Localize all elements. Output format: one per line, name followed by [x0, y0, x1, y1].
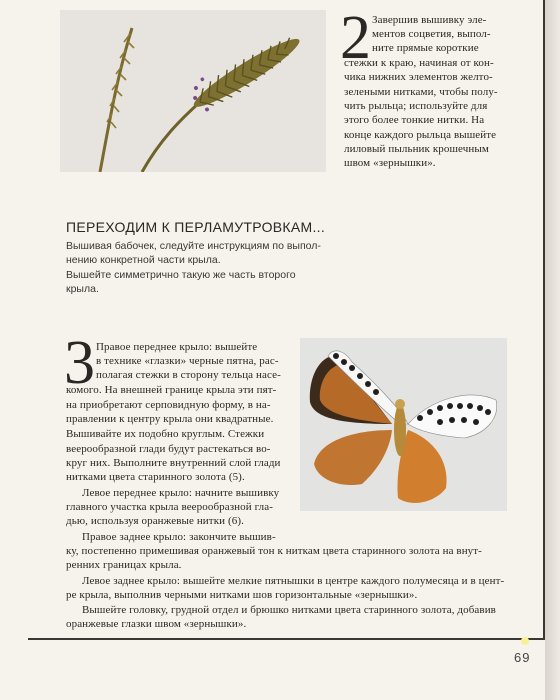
text-line: нитками цвета старинного золота (5).	[66, 471, 245, 483]
text-line: ните прямые короткие	[372, 42, 479, 54]
text-line: в технике «глазки» черные пятна, рас-	[96, 355, 279, 367]
text-line: Вышивайте их подобно круглым. Стежки	[66, 428, 265, 440]
intro-line: крыла.	[66, 283, 99, 295]
text-line: дью, используя оранжевые нитки (6).	[66, 515, 244, 527]
text-line: Левое заднее крыло: вышейте мелкие пятнышки в центре каждого полумесяца и в цент-	[82, 575, 505, 587]
section-heading: ПЕРЕХОДИМ К ПЕРЛАМУТРОВКАМ...	[66, 219, 326, 235]
text-line: круг них. Выполните внутренний слой глади	[66, 457, 281, 469]
intro-line: нению конкретной части крыла.	[66, 254, 221, 266]
grass-embroidery-photo	[60, 10, 326, 172]
text-line: чика нижних элементов желто-	[344, 71, 493, 83]
page-gutter-shadow	[545, 0, 560, 700]
text-line: Левое переднее крыло: начните вышивку	[82, 487, 280, 499]
text-line: ренних границах крыла.	[66, 559, 182, 571]
text-line: ментов соцветия, выпол-	[372, 28, 491, 40]
text-line: на приобретают серповидную форму, в на-	[66, 399, 271, 411]
text-line: зелеными нитками, чтобы полу-	[344, 86, 498, 98]
text-line: чить рыльца; используйте для	[344, 100, 488, 112]
text-line: Правое переднее крыло: вышейте	[96, 341, 258, 353]
intro-line: Вышейте симметрично такую же часть второго	[66, 269, 296, 281]
text-line: ре крыла, выполнив черными нитками шов горизонтальные «зернышки».	[66, 589, 418, 601]
page-border-right	[543, 0, 545, 640]
step-2-number: 2	[340, 4, 371, 72]
text-line: оранжевые глазки швом «зернышки».	[66, 618, 247, 630]
text-line: конце каждого рыльца вышейте	[344, 129, 497, 141]
page-number: 69	[514, 650, 531, 665]
butterfly-embroidery-photo	[300, 338, 507, 511]
text-line: лиловый пыльник крошечным	[344, 143, 489, 155]
scan-artifact-dot	[521, 637, 529, 645]
page-border-bottom	[28, 638, 545, 640]
intro-line: Вышивая бабочек, следуйте инструкциям по выпол-	[66, 240, 321, 252]
text-line: ку, постепенно примешивая оранжевый тон к ниткам цвета старинного золота на внут-	[66, 545, 482, 557]
text-line: Завершив вышивку эле-	[372, 14, 487, 26]
text-line: веерообразной глади будут растекаться во-	[66, 443, 271, 455]
text-line: стежки к краю, начиная от кон-	[344, 57, 494, 69]
text-line: комого. На внешней границе крыла эти пят-	[66, 384, 277, 396]
text-line: правлении к центру крыла они квадратные.	[66, 413, 274, 425]
text-line: Правое заднее крыло: закончите вышив-	[82, 531, 276, 543]
text-line: главного участка крыла веерообразной гла-	[66, 501, 273, 513]
step-3-number: 3	[64, 329, 95, 397]
text-line: этого более тонкие нитки. На	[344, 114, 485, 126]
text-line: швом «зернышки».	[344, 157, 436, 169]
text-line: Вышейте головку, грудной отдел и брюшко нитками цвета старинного золота, добавив	[82, 604, 496, 616]
text-line: полагая стежки в сторону тельца насе-	[96, 369, 281, 381]
